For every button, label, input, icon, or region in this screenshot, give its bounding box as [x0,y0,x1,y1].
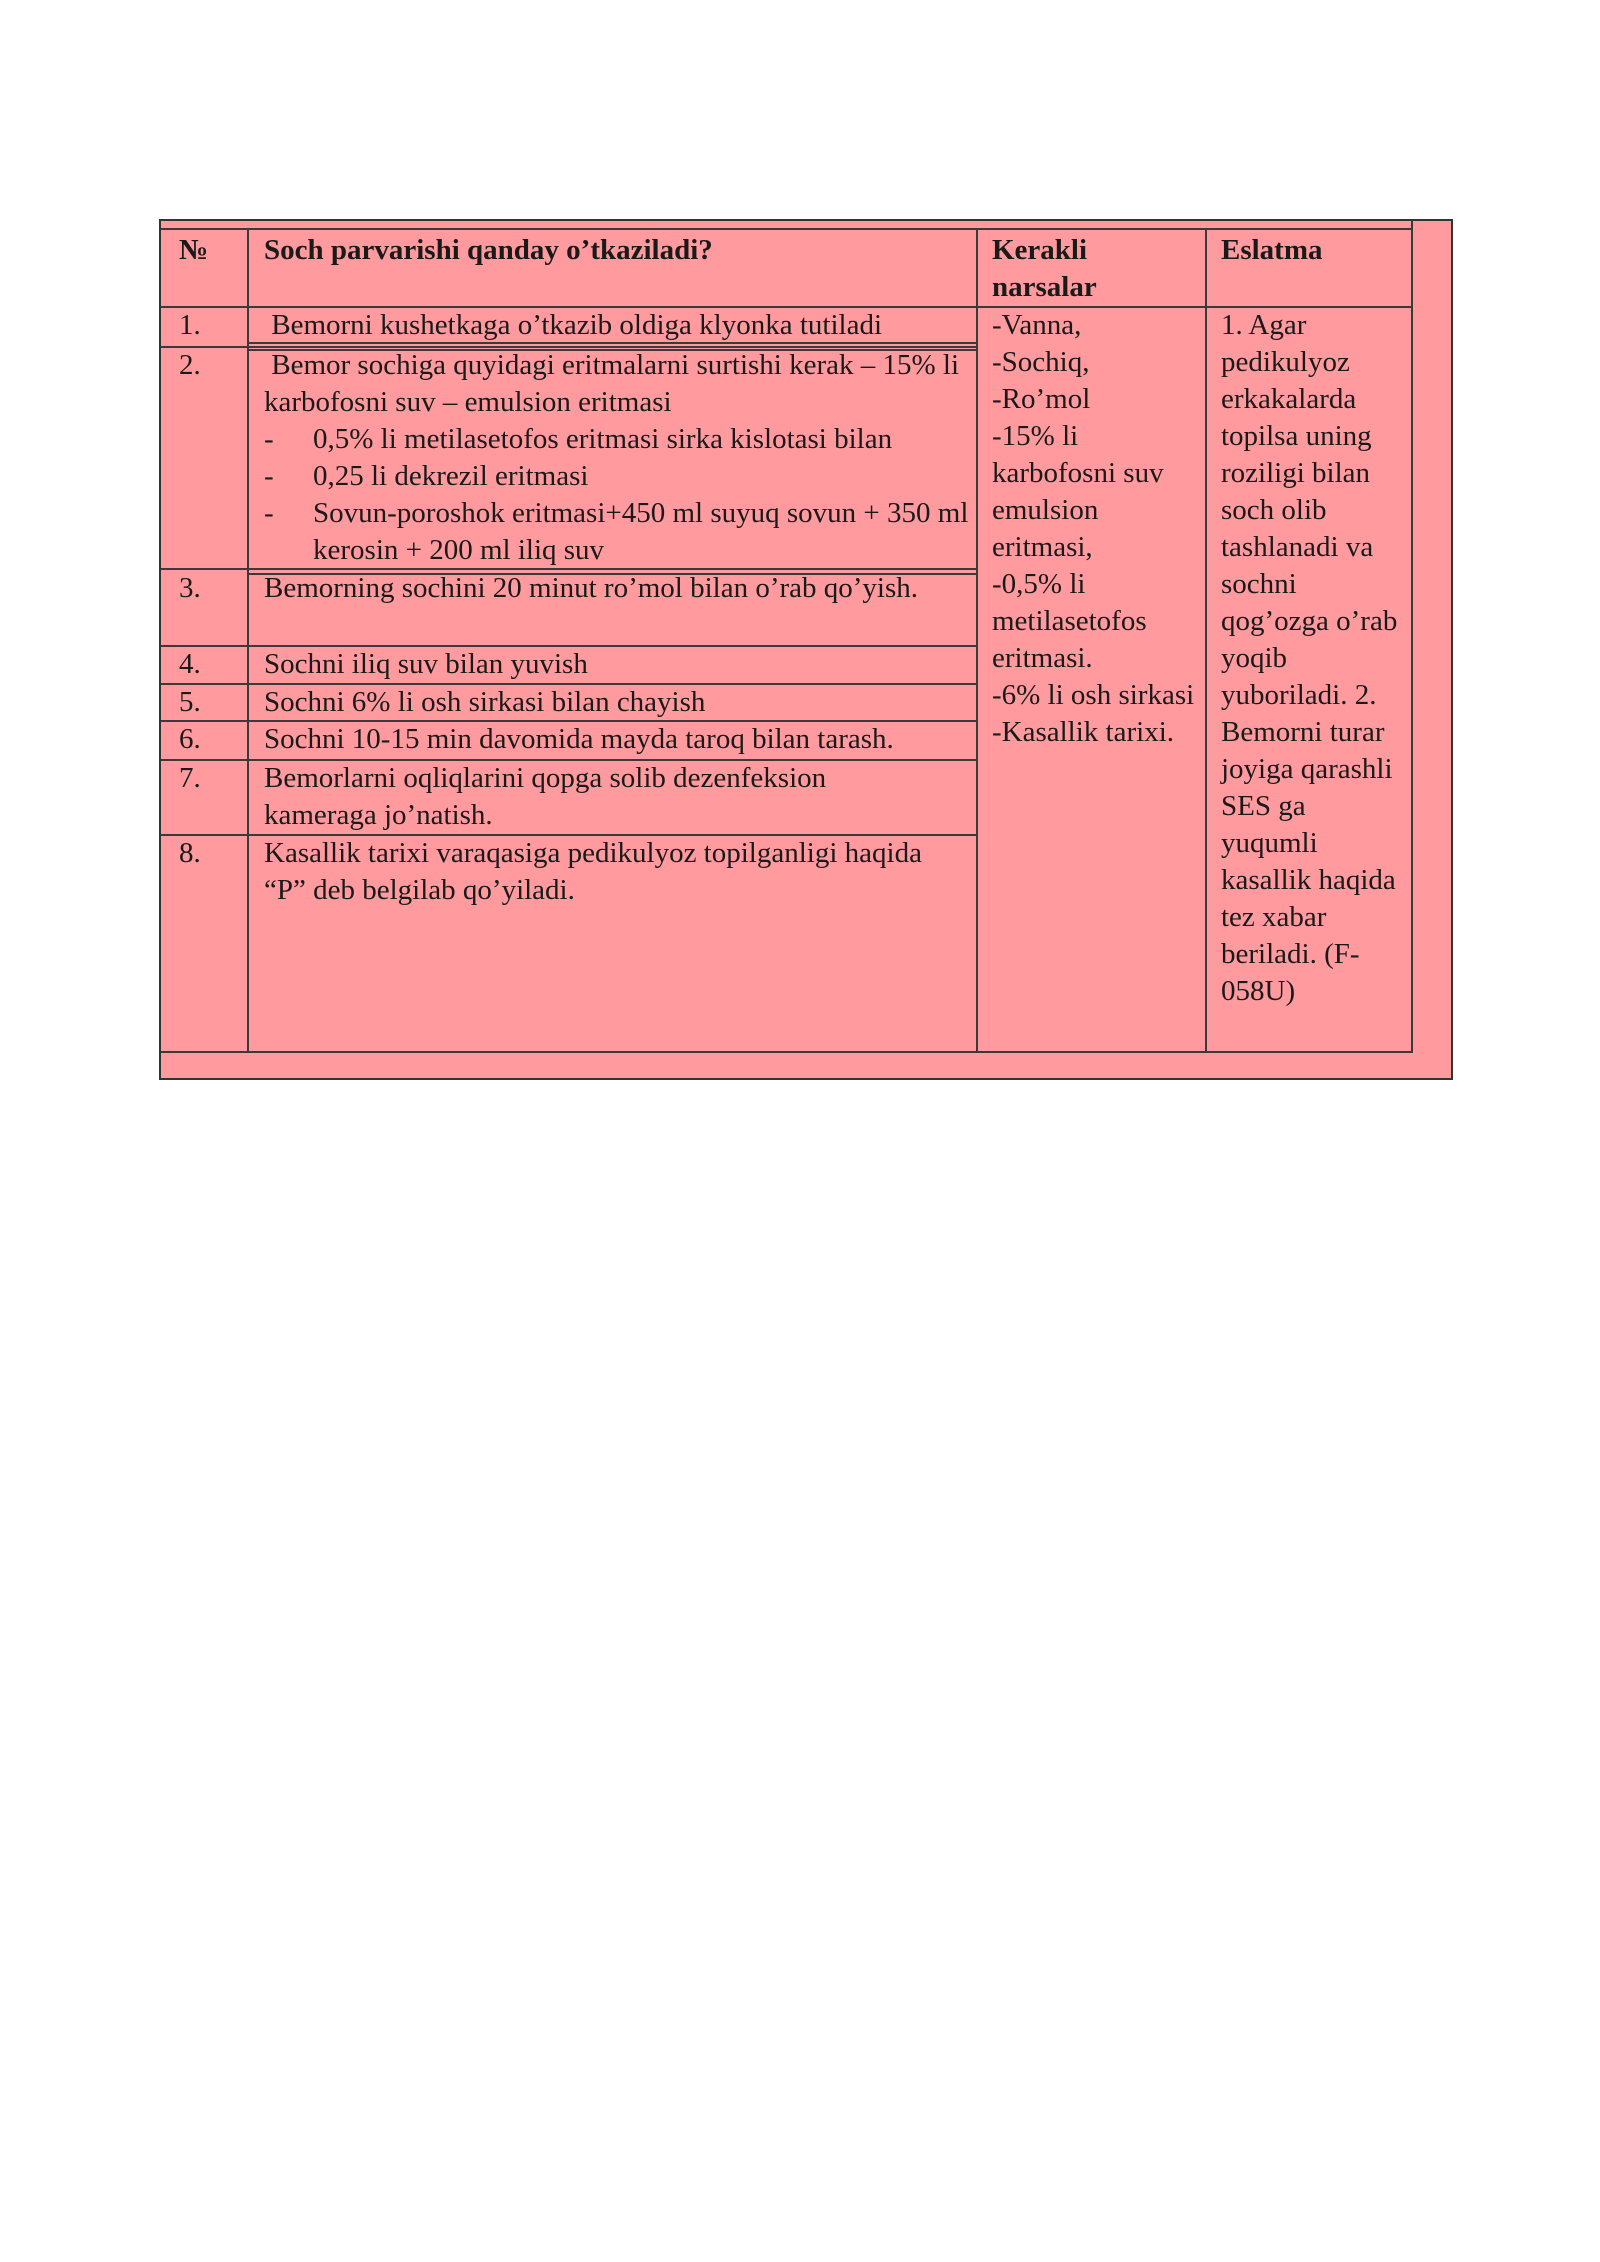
row-number: 7. [179,762,201,794]
list-item-text: Sovun-poroshok eritmasi+450 ml suyuq sovun + 350 ml kerosin + 200 ml iliq suv [313,497,969,566]
row-procedure: Bemorning sochini 20 minut ro’mol bilan o’rab qo’yish. [264,572,919,604]
row-procedure: Sochni 6% li osh sirkasi bilan chayish [264,686,706,718]
header-note: Eslatma [1221,234,1323,266]
row-number: 8. [179,837,201,869]
row-procedure: Bemorni kushetkaga o’tkazib oldiga klyonka tutiladi [264,309,883,341]
header-required-items: Kerakli narsalar [992,234,1097,303]
row-procedure: Sochni 10-15 min davomida mayda taroq bilan tarash. [264,723,894,755]
list-item [264,458,976,495]
list-item-text: 0,25 li dekrezil eritmasi [313,460,589,492]
list-dash: - [264,460,274,492]
list-dash: - [264,497,274,529]
header-number: № [179,234,209,266]
row-divider [161,1051,1413,1053]
row-number: 6. [179,723,201,755]
row-number: 5. [179,686,201,718]
header-procedure: Soch parvarishi qanday o’tkaziladi? [264,234,713,266]
row-number: 4. [179,648,201,680]
column-divider [1411,221,1413,1053]
row-number: 2. [179,349,201,381]
note-text: 1. Agar pedikulyoz erkakalarda topilsa uning roziligi bilan soch olib tashlanadi va sochni qog’ozga o’rab yoqib yuboriladi. 2. Bemorni turar joyiga qarashli SES ga yuqumli kasallik haqida tez xabar beriladi. (F-058U) [1221,309,1398,1007]
row-procedure: Sochni iliq suv bilan yuvish [264,648,588,680]
row-procedure: Bemorlarni oqliqlarini qopga solib dezenfeksion kameraga jo’natish. [264,762,827,831]
list-dash: - [264,423,274,455]
pediculosis-procedure-table [159,219,1453,1080]
column-divider [247,228,249,1053]
column-divider [1205,228,1207,1053]
row-divider [161,228,1413,230]
list-item [264,495,976,569]
row-procedure-text: Bemor sochiga quyidagi eritmalarni surtishi kerak – 15% li karbofosni suv – emulsion eritmasi [264,349,967,418]
row-number: 1. [179,309,201,341]
column-divider [976,228,978,1053]
row-procedure [264,347,976,569]
required-items-list: -Vanna, -Sochiq, -Ro’mol -15% li karbofosni suv emulsion eritmasi, -0,5% li metilasetofos eritmasi. -6% li osh sirkasi -Kasallik tarixi. [992,309,1195,748]
list-item-text: 0,5% li metilasetofos eritmasi sirka kislotasi bilan [313,423,893,455]
row-procedure: Kasallik tarixi varaqasiga pedikulyoz topilganligi haqida “P” deb belgilab qo’yiladi. [264,837,922,906]
row-number: 3. [179,572,201,604]
list-item [264,421,976,458]
